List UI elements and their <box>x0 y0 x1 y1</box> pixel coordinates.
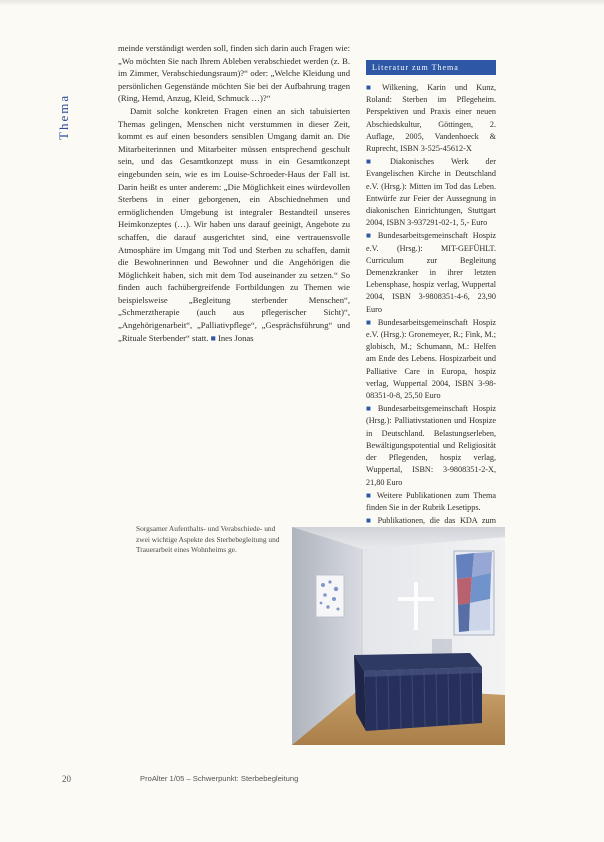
main-paragraph-1: meinde verständigt werden soll, finden sich darin auch Fragen wie: „Wo möchten Sie nach Ihrem Ableben verabschiedet werden (z. B. im Zimmer, Verabschiedungsraum)?“ oder: „Welche Kleidung und persönlichen Gegenstände möchten Sie bei der Aufbahrung tragen (Ring, Hemd, Anzug, Kleid, Schmuck …)?“ <box>118 43 350 104</box>
main-paragraph-2 <box>118 105 350 344</box>
author-name: Ines Jonas <box>217 332 254 343</box>
literature-item: ■ Publikationen, die das KDA zum <box>366 516 496 526</box>
farewell-room-photo <box>292 527 505 745</box>
bullet-icon: ■ <box>366 231 374 241</box>
main-text-column <box>118 42 350 344</box>
literature-item: ■ Weitere Publikationen zum Thema finden Sie in der Rubrik Lesetipps. <box>366 490 496 512</box>
literature-item: ■ Diakonisches Werk der Evangelischen Kirche in Deutschland e.V. (Hrsg.): Mitten im Tod das Leben. Entwürfe zur Feier der Aussegnung in diakonischen Einrichtungen, Stuttgart 2004, ISBN 3-937291-02-1, 5,- Euro <box>366 157 496 228</box>
bullet-icon: ■ <box>366 404 374 414</box>
literature-item: ■ Wilkening, Karin und Kunz, Roland: Sterben im Pflegeheim. Perspektiven und Praxis einer neuen Abschiedskultur, Göttingen, 2. Auflage, 2005, Vandenhoeck & Ruprecht, ISBN 3-525-45612-X <box>366 83 497 154</box>
literature-list <box>366 82 496 565</box>
literature-item: ■ Bundesarbeitsgemeinschaft Hospiz e.V. (Hrsg.): MIT-GEFÜHLT. Curriculum zur Begleitung Demenzkranker in ihrer letzten Lebensphase, hospiz verlag, Wuppertal 2004, ISBN 3-9808351-4-6, 23,90 Euro <box>366 231 496 314</box>
bullet-icon: ■ <box>366 490 373 500</box>
bullet-icon: ■ <box>366 516 374 526</box>
section-title: Thema <box>56 93 71 140</box>
bullet-icon: ■ <box>366 83 378 92</box>
farewell-room-illustration <box>292 527 505 745</box>
literature-item: ■ Bundesarbeitsgemeinschaft Hospiz (Hrsg.): Palliativstationen und Hospize in Deutschland. Belastungserleben, Bewältigungspotential und Religiosität der Pflegenden, hospiz verlag, Wuppertal, ISBN: 3-9808351-2-X, 21,80 Euro <box>366 404 496 487</box>
page-number: 20 <box>62 774 71 784</box>
end-mark: ■ <box>210 332 216 343</box>
footer-info: ProAlter 1/05 – Schwerpunkt: Sterbebegleitung <box>140 774 299 783</box>
sidebar-heading: Literatur zum Thema <box>366 60 496 75</box>
photo-caption: Sorgsamer Aufenthalts- und Verabschiede- und zwei wichtige Aspekte des Sterbebegleitung und Trauerarbeit eines Wohnheims ge. <box>136 524 280 555</box>
main-paragraph-2-text: Damit solche konkreten Fragen einen an sich tabuisierten Themas gelingen, Menschen nicht verstummen in dieser Zeit, kommt es auf einen besonders sensiblen Umgang damit an. Die Mitarbeiterinnen und Mitarbeiter müssen entsprechend geschult sein, und das Gesamtkonzept muss in ein Gesamtkonzept eingebunden sein, wie es im Louise-Schroeder-Haus der Fall ist. Darin heißt es unter anderem: „Die Möglichkeit eines würdevollen Sterbens in einer geborgenen, ein Abschiednehmen und ermöglichenden Umgebung ist integraler Bestandteil unseres Heimkonzeptes (…). Wir haben uns darauf geeinigt, Angebote zu schaffen, die darauf ausgerichtet sind, eine vertrauensvolle Atmosphäre im Umgang mit Tod und Sterben zu schaffen, damit die Bewohnerinnen und Bewohner und die Angehörigen die Möglichkeit haben, sich mit dem Tod auseinander zu setzen.“ So finden auch fachübergreifende Fortbildungen zu Themen wie beispielsweise „Begleitung sterbender Menschen“, „Schmerztherapie (auch aus pflegerischer Sicht)“, „Angehörigenarbeit“, „Palliativpflege“, „Gesprächsführung“ und „Rituale Sterbender“ statt. <box>118 105 350 343</box>
bullet-icon: ■ <box>366 157 386 167</box>
bullet-icon: ■ <box>366 317 374 327</box>
page-edge <box>0 0 604 6</box>
literature-item: ■ Bundesarbeitsgemeinschaft Hospiz e.V. (Hrsg.): Gronemeyer, R.; Fink, M.; globisch, M.; Schumann, M.: Helfen am Ende des Lebens. Hospizarbeit und Palliative Care in Europa, hospiz verlag, Wuppertal 2004, ISBN 3-98-08351-0-8, 25,50 Euro <box>366 317 496 401</box>
